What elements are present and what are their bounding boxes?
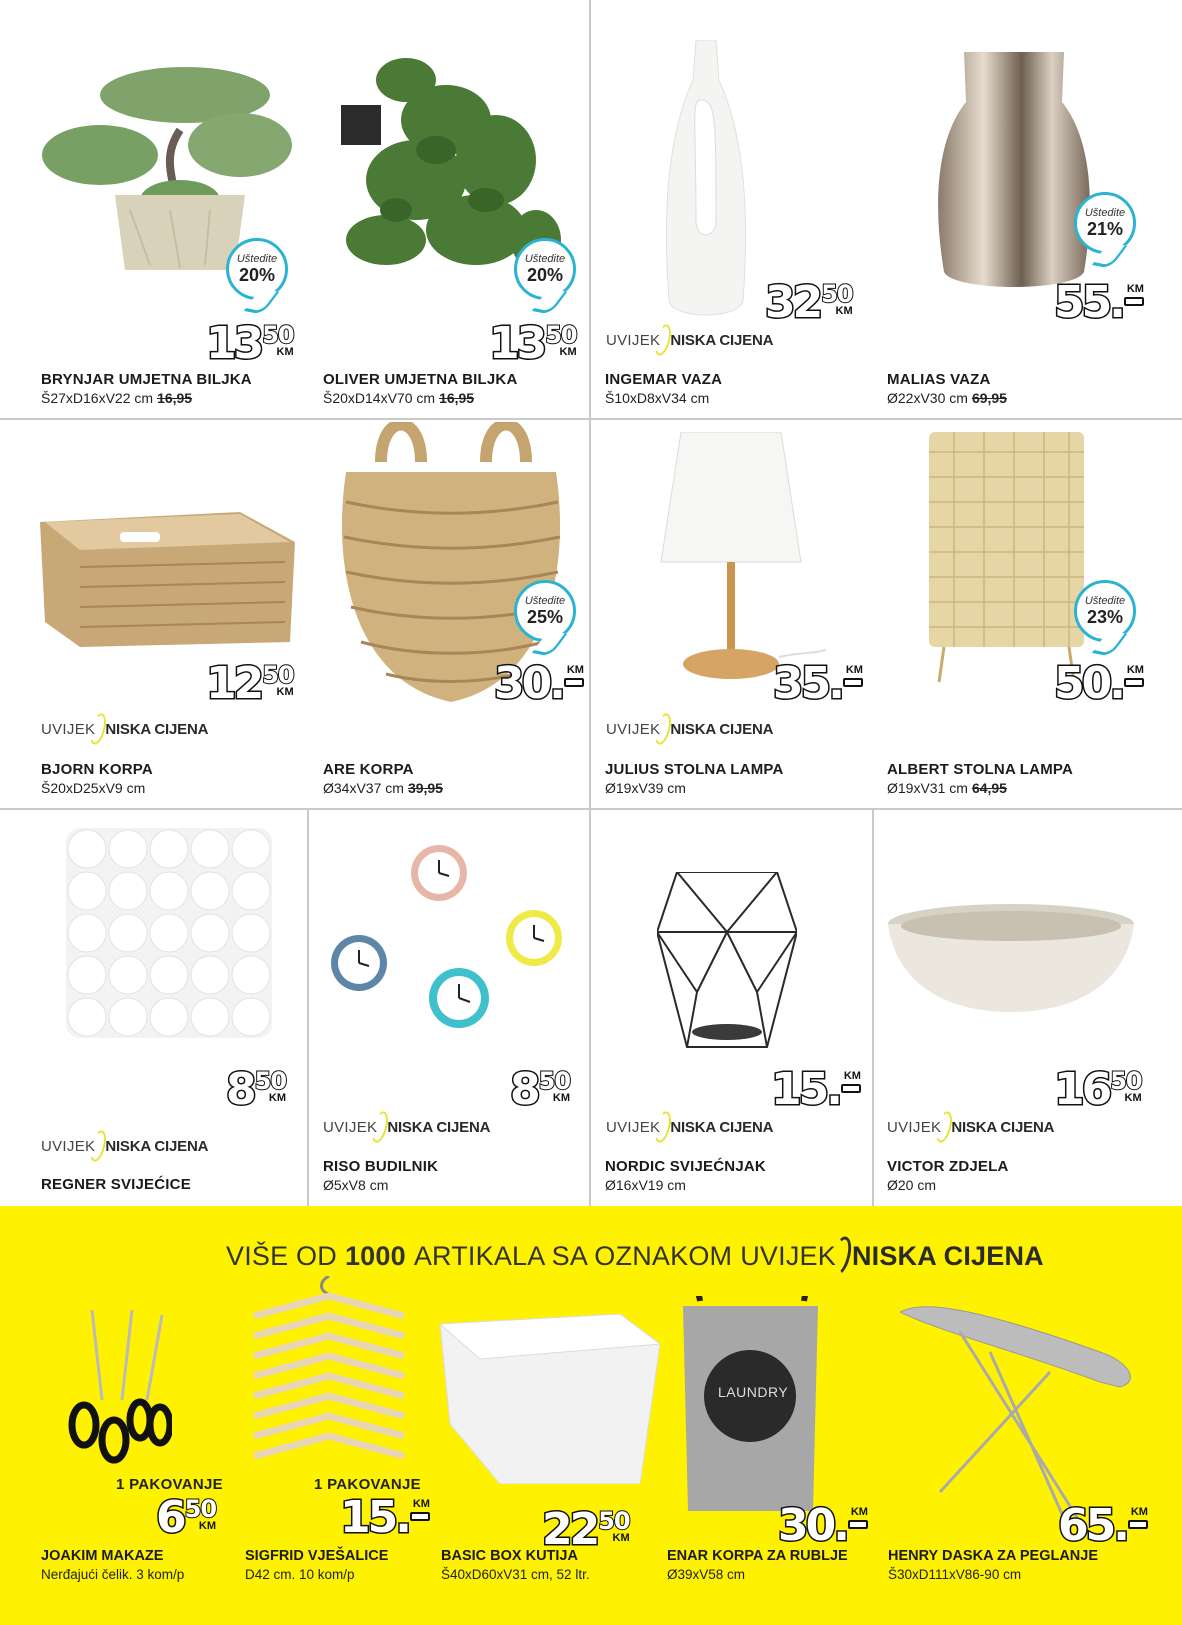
uvijek-niska-cijena-logo: UVIJEK NISKA CIJENA [606,714,773,744]
price-tag: 8 50 KM [226,1064,287,1115]
old-price: 64,95 [971,780,1007,796]
product-dims: Š40xD60xV31 cm, 52 ltr. [441,1567,590,1582]
product-dims: Ø16xV19 cm [605,1177,686,1193]
old-price: 39,95 [407,780,443,796]
product-name: REGNER SVIJEĆICE [41,1176,191,1193]
price-tag: 30. KM [494,658,584,709]
bonsai-plant-image [40,50,295,270]
price-tag: 55. KM [1054,277,1144,328]
pack-label: 1 PAKOVANJE [116,1476,223,1493]
product-name: NORDIC SVIJEĆNJAK [605,1158,766,1175]
laundry-basket-image [678,1296,823,1516]
product-dims: Š10xD8xV34 cm [605,390,710,406]
white-vase-image [661,40,751,325]
metal-vase-image [934,52,1094,292]
product-name: VICTOR ZDJELA [887,1158,1009,1175]
product-name: JULIUS STOLNA LAMPA [605,761,784,778]
old-price: 16,95 [157,390,193,406]
product-name: HENRY DASKA ZA PEGLANJE [888,1548,1099,1564]
ceramic-bowl-image [886,904,1136,1014]
price-tag: 8 50 KM [510,1064,571,1115]
uvijek-niska-cijena-logo: UVIJEK NISKA CIJENA [606,325,773,355]
price-tag: 50. KM [1054,658,1144,709]
tealight-candles-image [66,828,272,1038]
product-name: ALBERT STOLNA LAMPA [887,761,1074,778]
product-name: BRYNJAR UMJETNA BILJKA [41,371,252,388]
product-name: ARE KORPA [323,761,414,778]
product-name: BASIC BOX KUTIJA [441,1548,578,1564]
price-tag: 16 50 KM [1054,1064,1142,1115]
product-card[interactable] [309,810,588,1206]
price-tag: 13 50 KM [206,318,294,369]
product-dims: Ø39xV58 cm [667,1567,746,1582]
banner-headline: VIŠE OD 1000 ARTIKALA SA OZNAKOM UVIJEK NISKA CIJENA [226,1236,1044,1276]
product-dims: Ø22xV30 cm 69,95 [887,390,1007,406]
wicker-tray-image [40,512,295,647]
save-badge: Uštedite 23% [1074,580,1136,642]
product-dims: Š30xD111xV86-90 cm [888,1567,1022,1582]
uvijek-niska-cijena-logo: UVIJEK NISKA CIJENA [887,1112,1054,1142]
save-badge: Uštedite 25% [514,580,576,642]
old-price: 69,95 [971,390,1007,406]
price-tag: 30. KM [778,1500,868,1551]
pack-label: 1 PAKOVANJE [314,1476,421,1493]
product-card[interactable] [874,810,1182,1206]
price-tag: 13 50 KM [489,318,577,369]
product-card[interactable] [591,810,871,1206]
product-name: JOAKIM MAKAZE [41,1548,164,1564]
alarm-clocks-image [319,828,584,1058]
product-card[interactable] [0,0,295,418]
rattan-lamp-image [924,432,1094,687]
product-dims: Nerđajući čelik. 3 kom/p [41,1567,185,1582]
hangers-image [244,1276,414,1466]
uvijek-niska-cijena-logo: UVIJEK NISKA CIJENA [323,1112,490,1142]
product-card[interactable] [882,0,1182,418]
dash-cents [848,1520,868,1529]
dash-cents [564,678,584,687]
product-name: INGEMAR VAZA [605,371,723,388]
product-card[interactable] [0,420,295,808]
product-dims: Š20xD25xV9 cm [41,780,146,796]
price-tag: 32 50 KM [765,277,853,328]
storage-box-image [440,1314,660,1484]
product-card[interactable] [0,810,306,1206]
uvijek-niska-cijena-logo: UVIJEK NISKA CIJENA [606,1112,773,1142]
table-lamp-image [651,432,831,687]
dash-cents [841,1084,861,1093]
uvijek-niska-cijena-logo: UVIJEK NISKA CIJENA [41,1131,208,1161]
dash-cents [410,1512,430,1521]
price-tag: 15. KM [771,1064,861,1115]
dash-cents [843,678,863,687]
price-tag: 35. KM [773,658,863,709]
product-dims: Ø20 cm [887,1177,937,1193]
save-badge: Uštedite 20% [514,238,576,300]
save-badge: Uštedite 20% [226,238,288,300]
product-card[interactable] [591,420,881,808]
product-card[interactable] [591,0,881,418]
price-tag: 22 50 KM [542,1504,630,1555]
product-name: ENAR KORPA ZA RUBLJE [667,1548,848,1564]
laundry-label: LAUNDRY [718,1384,789,1400]
dash-cents [1124,297,1144,306]
product-card[interactable] [882,420,1182,808]
uvijek-niska-cijena-logo: UVIJEK NISKA CIJENA [41,714,208,744]
product-name: BJORN KORPA [41,761,153,778]
price-tag: 6 50 KM [156,1492,217,1543]
promo-banner [0,1206,1182,1625]
old-price: 16,95 [439,390,475,406]
dash-cents [1128,1520,1148,1529]
price-tag: 12 50 KM [206,658,294,709]
product-dims: Š20xD14xV70 cm 16,95 [323,390,475,406]
product-dims: Š27xD16xV22 cm 16,95 [41,390,193,406]
dash-cents [1124,678,1144,687]
product-dims: D42 cm. 10 kom/p [245,1567,355,1582]
product-dims: Ø34xV37 cm 39,95 [323,780,443,796]
price-tag: 15. KM [340,1492,430,1543]
save-badge: Uštedite 21% [1074,192,1136,254]
product-name: MALIAS VAZA [887,371,991,388]
product-card[interactable] [296,420,588,808]
scissors-image [62,1310,172,1470]
price-tag: 65. KM [1058,1500,1148,1551]
product-dims: Ø5xV8 cm [323,1177,389,1193]
wire-candle-holder-image [657,872,797,1052]
product-name: SIGFRID VJEŠALICE [245,1548,389,1564]
product-name: OLIVER UMJETNA BILJKA [323,371,518,388]
product-dims: Ø19xV31 cm 64,95 [887,780,1007,796]
product-name: RISO BUDILNIK [323,1158,439,1175]
product-card[interactable] [296,0,588,418]
product-dims: Ø19xV39 cm [605,780,686,796]
